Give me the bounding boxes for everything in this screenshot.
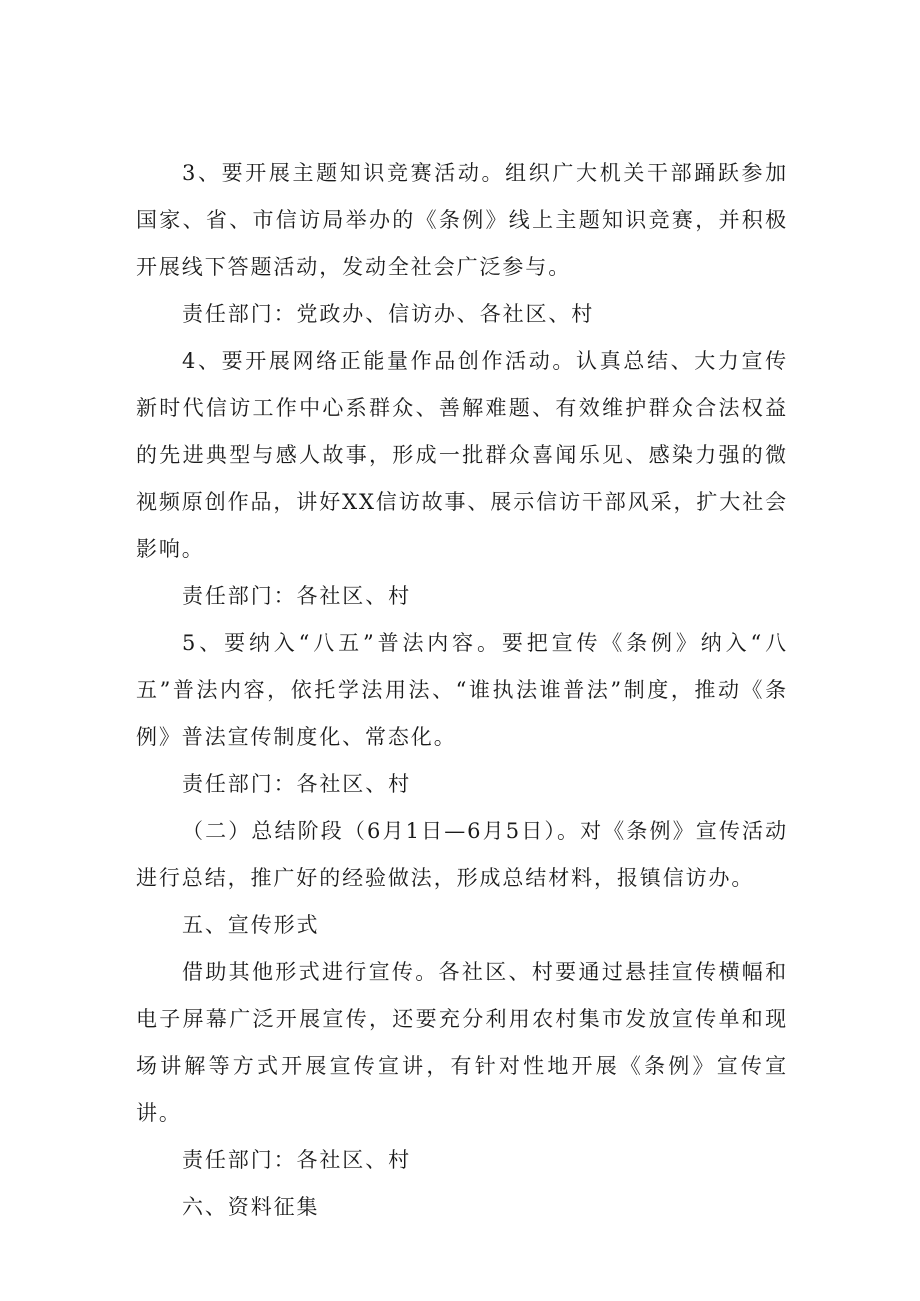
- section-heading-publicity-form: 五、宣传形式: [182, 913, 320, 937]
- paragraph-publicity-methods: 借助其他形式进行宣传。各社区、村要通过悬挂宣传横幅和电子屏幕广泛开展宣传，还要充分利用农村集市发放宣传单和现场讲解等方式开展宣传宣讲，有针对性地开展《条例》宣传宣讲。: [136, 960, 788, 1125]
- document-body: [136, 150, 788, 1231]
- responsible-dept-line: 责任部门：各社区、村: [182, 1148, 411, 1172]
- responsible-dept-line: 责任部门：各社区、村: [182, 772, 411, 796]
- paragraph-item-3-contest: 3、要开展主题知识竞赛活动。组织广大机关干部踊跃参加国家、省、市信访局举办的《条例》线上主题知识竞赛，并积极开展线下答题活动，发动全社会广泛参与。: [136, 161, 788, 279]
- paragraph-item-5-law: 5、要纳入“八五”普法内容。要把宣传《条例》纳入“八五”普法内容，依托学法用法、“谁执法谁普法”制度，推动《条例》普法宣传制度化、常态化。: [136, 631, 788, 749]
- responsible-dept-line: 责任部门：各社区、村: [182, 584, 411, 608]
- paragraph-item-4-works: 4、要开展网络正能量作品创作活动。认真总结、大力宣传新时代信访工作中心系群众、善解难题、有效维护群众合法权益的先进典型与感人故事，形成一批群众喜闻乐见、感染力强的微视频原创作品，讲好XX信访故事、展示信访干部风采，扩大社会影响。: [136, 349, 788, 561]
- section-heading-material-collection: 六、资料征集: [182, 1195, 320, 1219]
- paragraph-summary-stage: （二）总结阶段（6月1日—6月5日）。对《条例》宣传活动进行总结，推广好的经验做法，形成总结材料，报镇信访办。: [136, 819, 788, 890]
- responsible-dept-line: 责任部门：党政办、信访办、各社区、村: [182, 302, 595, 326]
